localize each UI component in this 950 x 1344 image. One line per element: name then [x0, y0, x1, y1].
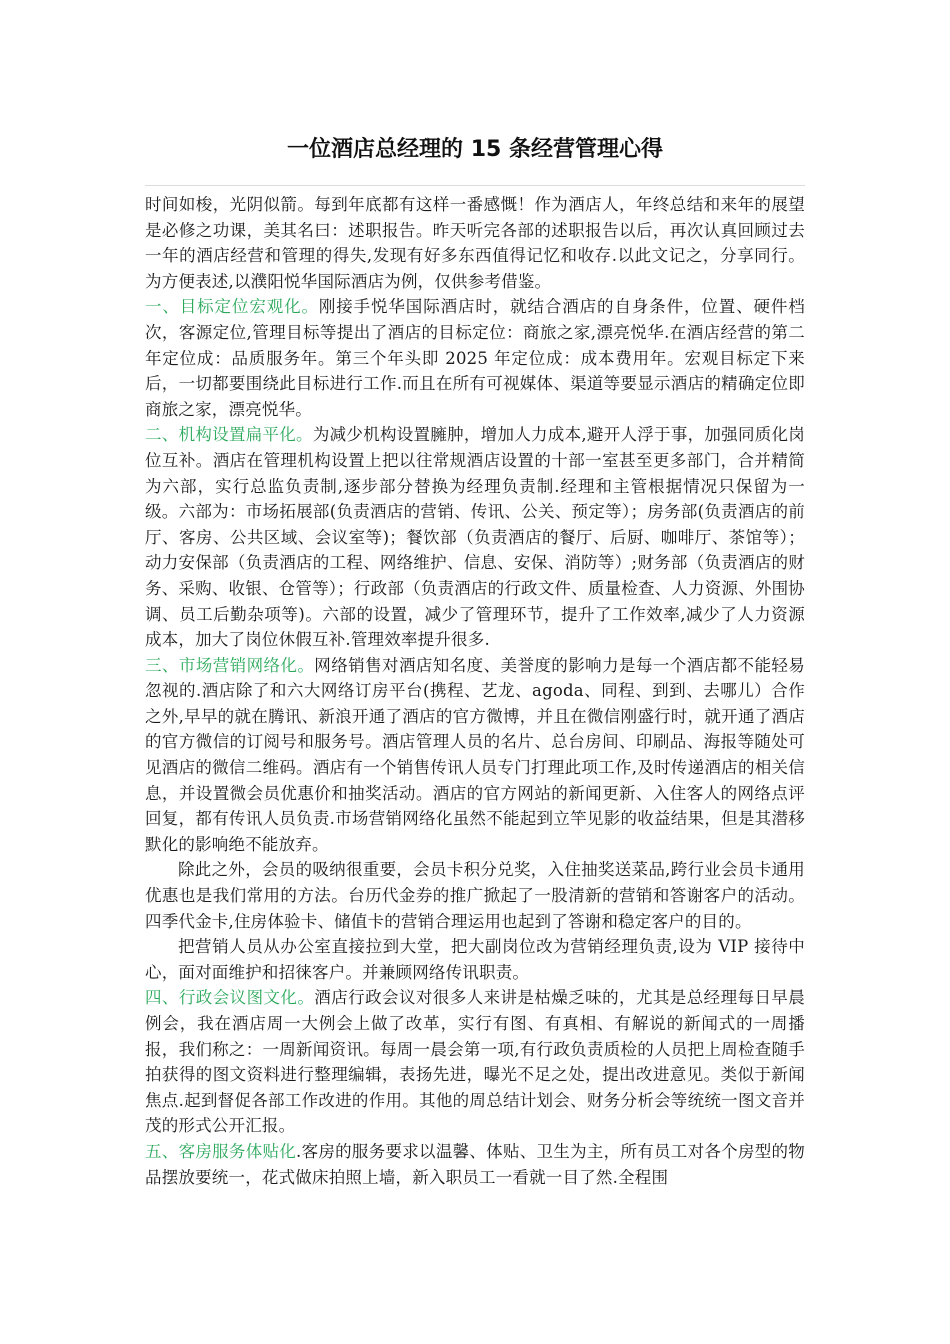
section-5-text: .客房的服务要求以温馨、体贴、卫生为主，所有员工对各个房型的物品摆放要统一，花式做床拍照上墙，新入职员工一看就一目了然.全程围 — [145, 1141, 805, 1187]
title-divider — [145, 185, 805, 186]
section-1-paragraph — [145, 294, 805, 422]
section-3-paragraph — [145, 653, 805, 858]
section-3-heading: 三、市场营销网络化。 — [145, 655, 315, 675]
section-2-heading: 二、机构设置扁平化。 — [145, 425, 313, 445]
intro-paragraph: 时间如梭，光阴似箭。每到年底都有这样一番感慨！作为酒店人，年终总结和来年的展望是必修之功课，美其名曰：述职报告。昨天听完各部的述职报告以后，再次认真回顾过去一年的酒店经营和管理的得失,发现有好多东西值得记忆和收存.以此文记之，分享同行。为方便表述,以濮阳悦华国际酒店为例，仅供参考借鉴。 — [145, 195, 805, 291]
section-1-heading: 一、目标定位宏观化。 — [145, 297, 319, 317]
section-3-extra-paragraph-1: 除此之外，会员的吸纳很重要，会员卡积分兑奖，入住抽奖送菜品,跨行业会员卡通用优惠也是我们常用的方法。台历代金券的推广掀起了一股清新的营销和答谢客户的活动。四季代金卡,住房体验卡、储值卡的营销合理运用也起到了答谢和稳定客户的目的。 — [145, 860, 805, 931]
section-3-extra-paragraph-2: 把营销人员从办公室直接拉到大堂，把大副岗位改为营销经理负责,设为 VIP 接待中心，面对面维护和招徕客户。并兼顾网络传讯职责。 — [145, 937, 805, 982]
section-2-paragraph — [145, 422, 805, 652]
section-1-text: 刚接手悦华国际酒店时，就结合酒店的自身条件，位置、硬件档次，客源定位,管理目标等提出了酒店的目标定位：商旅之家,漂亮悦华.在酒店经营的第二年定位成：品质服务年。第三个年头即 2025 年定位成：成本费用年。宏观目标定下来后，一切都要围绕此目标进行工作.而且在所有可视媒体、渠道等要显示酒店的精确定位即商旅之家，漂亮悦华。 — [145, 297, 806, 419]
section-2-text: 为减少机构设置臃肿，增加人力成本,避开人浮于事，加强同质化岗位互补。酒店在管理机构设置上把以往常规酒店设置的十部一室甚至更多部门，合并精简为六部，实行总监负责制,逐步部分替换为经理负责制.经理和主管根据情况只保留为一级。六部为：市场拓展部(负责酒店的营销、传讯、公关、预定等）；房务部(负责酒店的前厅、客房、公共区域、会议室等)；餐饮部（负责酒店的餐厅、后厨、咖啡厅、茶馆等）；动力安保部（负责酒店的工程、网络维护、信息、安保、消防等）;财务部（负责酒店的财务、采购、收银、仓管等）；行政部（负责酒店的行政文件、质量检查、人力资源、外围协调、员工后勤杂项等)。六部的设置，减少了管理环节，提升了工作效率,减少了人力资源成本，加大了岗位休假互补.管理效率提升很多. — [145, 425, 806, 650]
document-body — [145, 192, 805, 1190]
section-5-paragraph — [145, 1139, 805, 1190]
section-4-paragraph — [145, 985, 805, 1139]
section-3-text: 网络销售对酒店知名度、美誉度的影响力是每一个酒店都不能轻易忽视的.酒店除了和六大网络订房平台(携程、艺龙、agoda、同程、到到、去哪儿）合作之外,早早的就在腾讯、新浪开通了酒店的官方微博，并且在微信刚盛行时，就开通了酒店的官方微信的订阅号和服务号。酒店管理人员的名片、总台房间、印刷品、海报等随处可见酒店的微信二维码。酒店有一个销售传讯人员专门打理此项工作,及时传递酒店的相关信息，并设置微会员优惠价和抽奖活动。酒店的官方网站的新闻更新、入住客人的网络点评回复，都有传讯人员负责.市场营销网络化虽然不能起到立竿见影的收益结果，但是其潜移默化的影响绝不能放弃。 — [145, 655, 805, 854]
section-4-heading: 四、行政会议图文化。 — [145, 988, 315, 1008]
document-title: 一位酒店总经理的 15 条经营管理心得 — [287, 137, 663, 162]
section-4-text: 酒店行政会议对很多人来讲是枯燥乏味的，尤其是总经理每日早晨例会，我在酒店周一大例会上做了改革，实行有图、有真相、有解说的新闻式的一周播报，我们称之：一周新闻资讯。每周一晨会第一项,有行政负责质检的人员把上周检查随手拍获得的图文资料进行整理编辑，表扬先进，曝光不足之处，提出改进意见。类似于新闻焦点.起到督促各部工作改进的作用。其他的周总结计划会、财务分析会等统统一图文音并茂的形式公开汇报。 — [145, 988, 805, 1136]
section-5-heading: 五、客房服务体贴化 — [145, 1141, 297, 1161]
